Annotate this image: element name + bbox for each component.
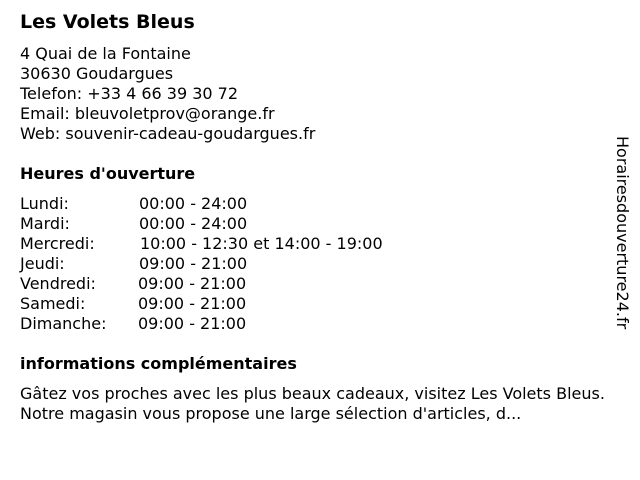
hours-day: Vendredi: [20,274,96,293]
hours-time: 09:00 - 21:00 [138,274,247,293]
hours-time: 09:00 - 21:00 [138,314,247,333]
hours-time: 09:00 - 21:00 [138,294,247,313]
watermark [612,136,632,346]
hours-time: 10:00 - 12:30 et 14:00 - 19:00 [140,234,383,253]
street-address: 4 Quai de la Fontaine [20,44,191,63]
website: Web: souvenir-cadeau-goudargues.fr [20,124,316,143]
business-name: Les Volets Bleus [20,11,195,33]
hours-day: Samedi: [20,294,86,313]
hours-time: 09:00 - 21:00 [139,254,248,273]
hours-day: Lundi: [20,194,69,213]
hours-day: Mardi: [20,214,70,233]
hours-day: Jeudi: [20,254,65,273]
city-postcode: 30630 Goudargues [20,64,174,83]
additional-info-heading: informations complémentaires [20,354,297,373]
hours-time: 00:00 - 24:00 [139,194,248,213]
opening-hours-heading: Heures d'ouverture [20,164,196,183]
email-address: Email: bleuvoletprov@orange.fr [20,104,275,123]
hours-time: 00:00 - 24:00 [139,214,248,233]
hours-day: Mercredi: [20,234,95,253]
watermark-text: Horairesdouverture24.fr [613,136,632,330]
hours-day: Dimanche: [20,314,107,333]
business-description: Gâtez vos proches avec les plus beaux cadeaux, visitez Les Volets Bleus. Notre magasin vous propose une large sélection d'articles, d... [20,384,605,423]
contact-block [20,44,315,144]
phone-number: Telefon: +33 4 66 39 30 72 [20,84,239,103]
